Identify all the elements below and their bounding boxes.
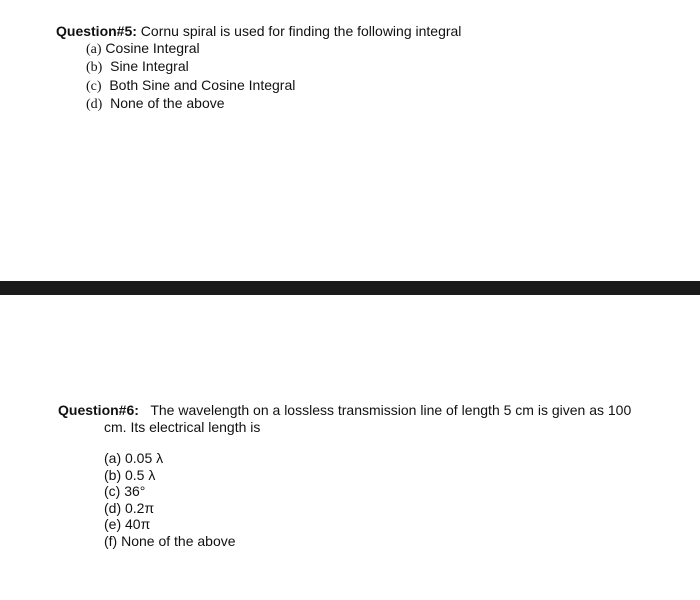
question-5-options [86, 40, 461, 113]
question-6-text-line1: The wavelength on a lossless transmission line of length 5 cm is given as 100 [138, 402, 632, 418]
question-6-text-line2: cm. Its electrical length is [104, 419, 261, 435]
option-c[interactable] [86, 77, 461, 95]
question-6-stem [58, 402, 678, 436]
option-c[interactable]: (c) 36° [104, 483, 146, 499]
option-d-letter: (d) [86, 96, 103, 112]
option-d[interactable] [86, 95, 461, 113]
option-d-text: None of the above [102, 94, 225, 111]
option-b[interactable]: (b) 0.5 λ [104, 466, 156, 483]
section-divider [0, 281, 700, 295]
question-6-label: Question#6: [58, 402, 139, 418]
question-5 [56, 22, 461, 113]
option-d[interactable]: (d) 0.2π [104, 499, 155, 516]
question-5-stem [56, 22, 461, 40]
question-5-text: Cornu spiral is used for finding the following integral [136, 23, 462, 39]
option-b-letter: (b) [86, 60, 103, 76]
question-6 [58, 402, 678, 549]
option-a-letter: (a) [86, 42, 102, 57]
option-c-text: Both Sine and Cosine Integral [101, 76, 296, 93]
option-b-text: Sine Integral [102, 58, 189, 75]
option-a[interactable] [86, 40, 461, 58]
option-a-text: Cosine Integral [101, 40, 200, 56]
option-b[interactable] [86, 58, 461, 76]
option-f[interactable]: (f) None of the above [104, 532, 236, 549]
option-e[interactable]: (e) 40π [104, 516, 151, 532]
option-a[interactable]: (a) 0.05 λ [104, 450, 164, 466]
option-c-letter: (c) [86, 78, 102, 94]
question-5-label: Question#5: [56, 23, 137, 39]
question-6-options [104, 450, 678, 549]
